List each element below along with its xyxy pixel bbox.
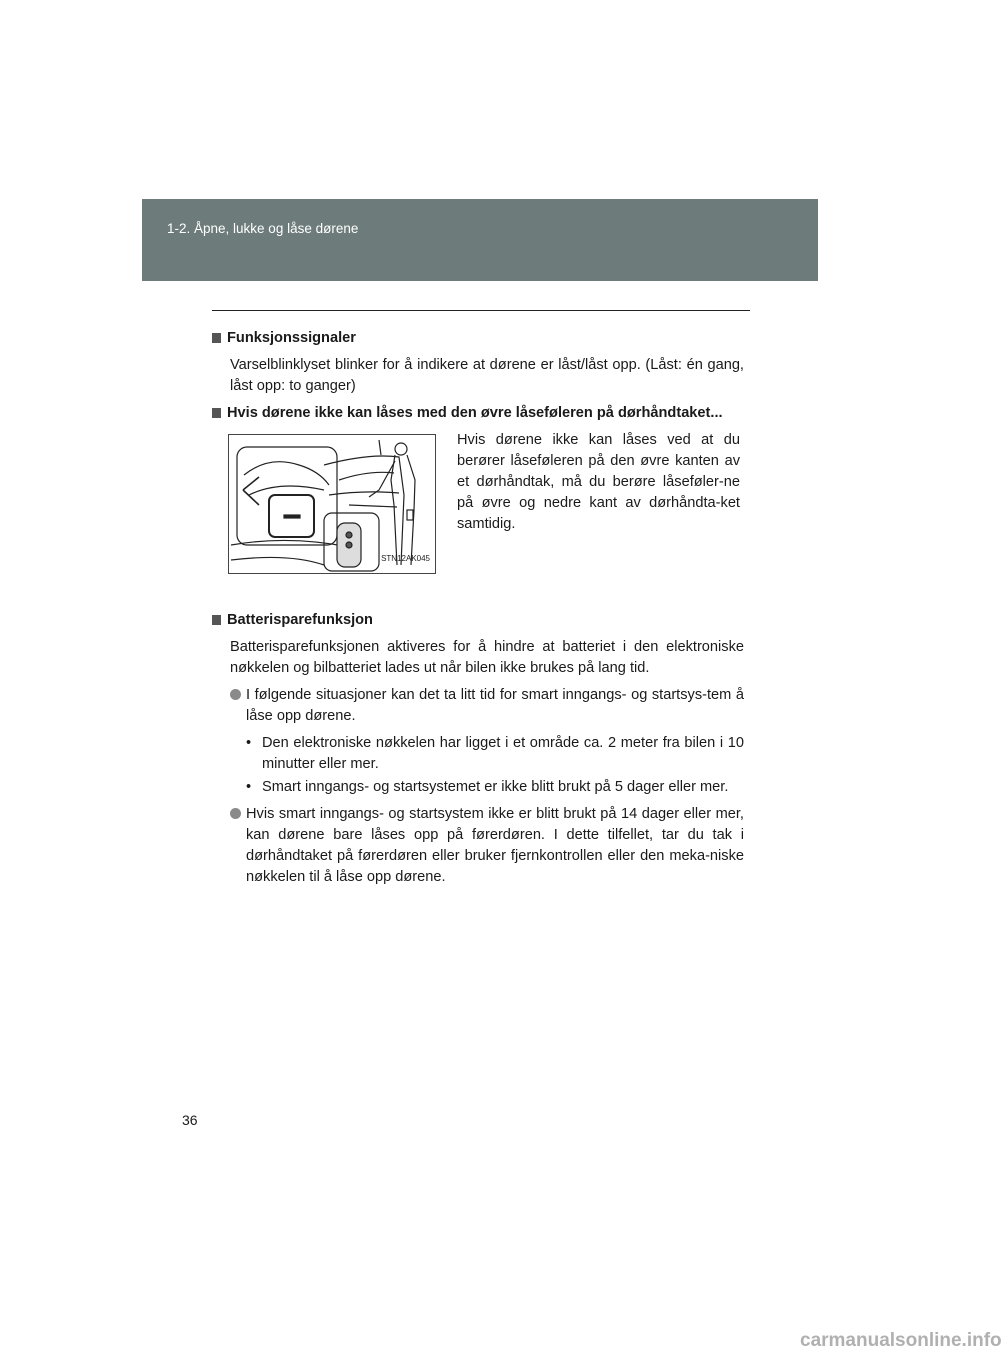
square-bullet-icon	[212, 333, 221, 343]
chapter-header	[142, 199, 818, 281]
sub-bullet-marker: •	[246, 735, 252, 751]
heading-funksjonssignaler: Funksjonssignaler	[212, 328, 744, 349]
page-content	[212, 328, 744, 888]
door-handle-illustration	[228, 434, 436, 574]
heading-batterisparefunksjon: Batterisparefunksjon	[212, 610, 744, 631]
section-divider	[212, 310, 750, 311]
sub-bullet-marker: •	[246, 779, 252, 795]
square-bullet-icon	[212, 408, 221, 418]
sub-bullet-item: • Den elektroniske nøkkelen har ligget i et område ca. 2 meter fra bilen i 10 minutter eller mer.	[246, 735, 744, 772]
heading-hvis-dorene: Hvis dørene ikke kan låses med den øvre låseføleren på dørhåndtaket...	[212, 403, 744, 424]
round-bullet-icon	[230, 689, 241, 700]
watermark: carmanualsonline.info	[800, 1330, 1002, 1351]
chapter-title: 1-2. Åpne, lukke og låse dørene	[167, 221, 359, 236]
round-bullet-icon	[230, 808, 241, 819]
bullet-item: I følgende situasjoner kan det ta litt tid for smart inngangs- og startsys-tem å låse opp dørene.	[230, 685, 744, 727]
square-bullet-icon	[212, 615, 221, 625]
page-number: 36	[182, 1112, 198, 1128]
figure-row	[212, 434, 744, 610]
funksjonssignaler-text: Varselblinklyset blinker for å indikere at dørene er låst/låst opp. (Låst: én gang, låst opp: to ganger)	[230, 357, 744, 394]
batterisparefunksjon-text: Batterisparefunksjonen aktiveres for å hindre at batteriet i den elektroniske nøkkelen og bilbatteriet lades ut når bilen ikke brukes på lang tid.	[230, 639, 744, 676]
sub-bullet-item: • Smart inngangs- og startsystemet er ikke blitt brukt på 5 dager eller mer.	[246, 777, 744, 798]
figure-description: Hvis dørene ikke kan låses ved at du berører låseføleren på den øvre kanten av et dørhåndtak, må du berøre låseføler-ne på øvre og nedre kant av dørhåndta-ket samtidig.	[457, 432, 740, 532]
bullet-item: Hvis smart inngangs- og startsystem ikke er blitt brukt på 14 dager eller mer, kan dørene bare låses opp på førerdøren. I dette tilfellet, tar du tak i dørhåndtaket på førerdøren eller bruker fjernkontrollen eller den meka-niske nøkkelen til å låse opp dørene.	[230, 804, 744, 888]
figure-code: STN12AK045	[381, 554, 430, 563]
